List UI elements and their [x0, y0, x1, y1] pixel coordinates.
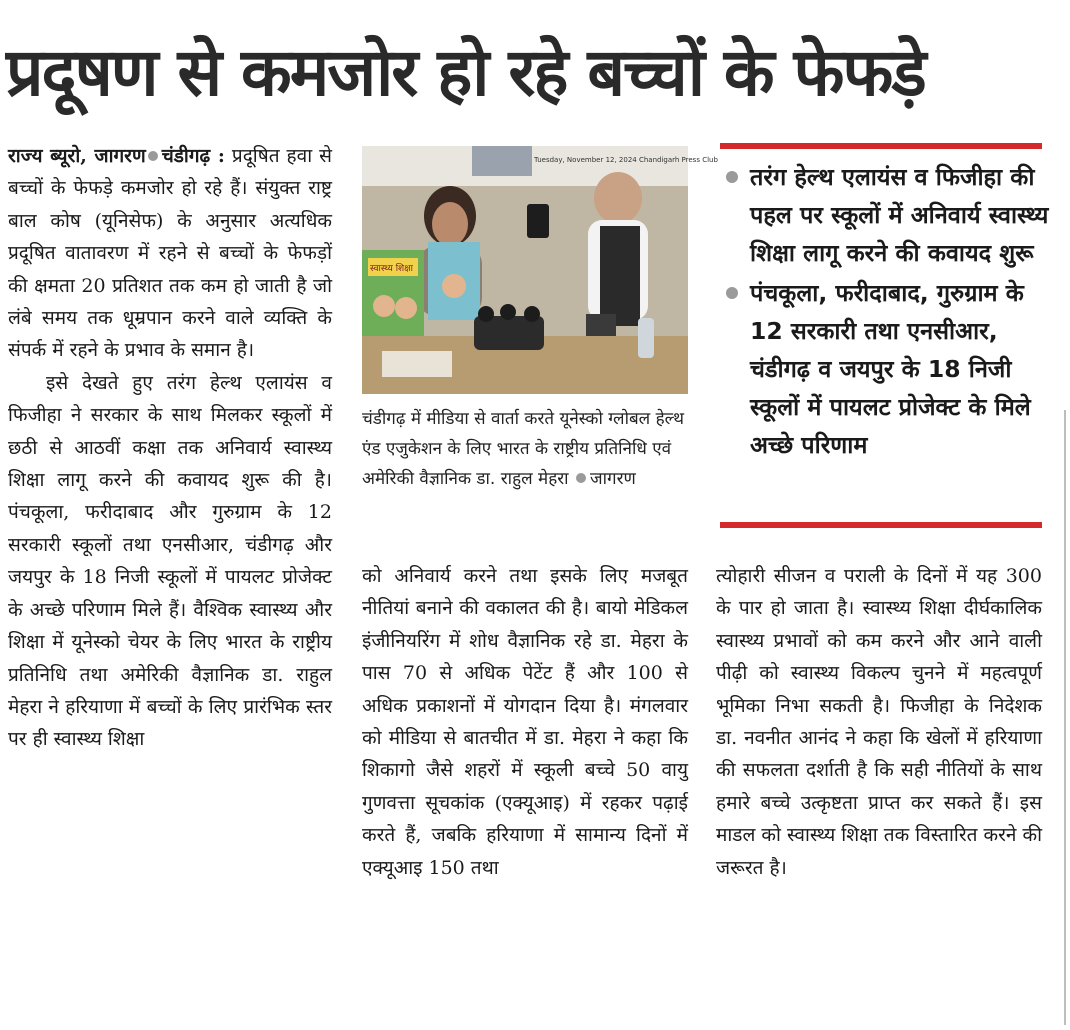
photo-caption — [362, 404, 692, 528]
paragraph-1-text: प्रदूषित हवा से बच्चों के फेफड़े कमजोर हो रहे हैं। संयुक्त राष्ट्र बाल कोष (यूनिसेफ) के अनुसार अत्यधिक प्रदूषित वातावरण में रहने से बच्चों के फेफड़ों की क्षमता 20 प्रतिशत तक कम हो जाती है जो लंबे समय तक धूम्रपान करने वाले व्यक्ति के संपर्क में रहने के प्रभाव के समान है। — [8, 145, 332, 362]
highlight-item — [722, 158, 1052, 272]
caption-text: चंडीगढ़ में मीडिया से वार्ता करते यूनेस्को ग्लोबल हेल्थ एंड एजुकेशन के लिए भारत के राष्ट्रीय प्रतिनिधि एवं अमेरिकी वैज्ञानिक डा. राहुल मेहरा — [362, 409, 684, 489]
bullet-dot-icon — [726, 287, 738, 299]
article-column-1 — [8, 140, 332, 1028]
byline-bureau: राज्य ब्यूरो, जागरण — [8, 145, 146, 167]
article-paragraph-2: इसे देखते हुए तरंग हेल्थ एलायंस व फिजीहा ने सरकार के साथ मिलकर स्कूलों में छठी से आठवीं कक्षा तक अनिवार्य स्वास्थ्य शिक्षा लागू करने की कवायद शुरू की है। पंचकूला, फरीदाबाद और गुरुग्राम के 12 सरकारी स्कूलों तथा एनसीआर, चंडीगढ़ और जयपुर के 18 निजी स्कूलों में पायलट प्रोजेक्ट के अच्छे परिणाम मिले हैं। वैश्विक स्वास्थ्य और शिक्षा में यूनेस्को चेयर के लिए भारत के राष्ट्रीय प्रतिनिधि तथा अमेरिकी वैज्ञानिक डा. राहुल मेहरा ने हरियाणा में बच्चों के लिए प्रारंभिक स्तर पर ही स्वास्थ्य शिक्षा — [8, 371, 332, 751]
article-column-3 — [716, 560, 1042, 1028]
column-3-text: त्योहारी सीजन व पराली के दिनों में यह 300 के पार हो जाता है। स्वास्थ्य शिक्षा दीर्घकालिक स्वास्थ्य प्रभावों को कम करने और आने वाली पीढ़ी को स्वास्थ्य विकल्प चुनने में महत्वपूर्ण भूमिका निभा सकती है। फिजीहा के निदेशक डा. नवनीत आनंद ने कहा कि खेलों में हरियाणा की सफलता दर्शाती है कि सही नीतियों के साथ हमारे बच्चे उत्कृष्टता प्राप्त कर सकते हैं। इस माडल को स्वास्थ्य शिक्षा तक विस्तारित करने की जरूरत है। — [716, 565, 1042, 879]
bullet-dot-icon — [576, 473, 586, 483]
highlights-box — [722, 158, 1052, 518]
article-paragraph-1 — [8, 140, 332, 367]
column-2-text: को अनिवार्य करने तथा इसके लिए मजबूत नीतियां बनाने की वकालत की है। बायो मेडिकल इंजीनियरिंग में शोध वैज्ञानिक रहे डा. मेहरा के पास 70 से अधिक पेटेंट हैं और 100 से अधिक प्रकाशनों में योगदान दिया है। मंगलवार को मीडिया से बातचीत में डा. मेहरा ने कहा कि शिकागो जैसे शहरों में स्कूली बच्चे 50 वायु गुणवत्ता सूचकांक (एक्यूआइ) में रहकर पढ़ाई करते हैं, जबकि हरियाणा में सामान्य दिनों में एक्यूआइ 150 तथा — [362, 565, 688, 879]
press-photo — [362, 146, 718, 394]
bullet-dot-icon — [148, 151, 158, 161]
highlight-text: तरंग हेल्थ एलायंस व फिजीहा की पहल पर स्कूलों में अनिवार्य स्वास्थ्य शिक्षा लागू करने की कवायद शुरू — [750, 163, 1049, 267]
byline-city: चंडीगढ़ : — [161, 145, 225, 167]
highlight-top-rule — [720, 143, 1042, 149]
headline: प्रदूषण से कमजोर हो रहे बच्चों के फेफड़े — [6, 34, 925, 111]
page-edge-divider — [1064, 410, 1066, 1025]
highlight-bottom-rule — [720, 522, 1042, 528]
bullet-dot-icon — [726, 171, 738, 183]
highlight-text: पंचकूला, फरीदाबाद, गुरुग्राम के 12 सरकारी तथा एनसीआर, चंडीगढ़ व जयपुर के 18 निजी स्कूलों में पायलट प्रोजेक्ट के मिले अच्छे परिणाम — [750, 279, 1031, 459]
photo-credit: जागरण — [590, 469, 636, 489]
book-title: स्वास्थ्य शिक्षा — [370, 264, 413, 274]
banner-text: Tuesday, November 12, 2024 Chandigarh Press Club — [534, 156, 718, 164]
article-column-2 — [362, 560, 688, 1028]
highlight-item — [722, 274, 1052, 464]
